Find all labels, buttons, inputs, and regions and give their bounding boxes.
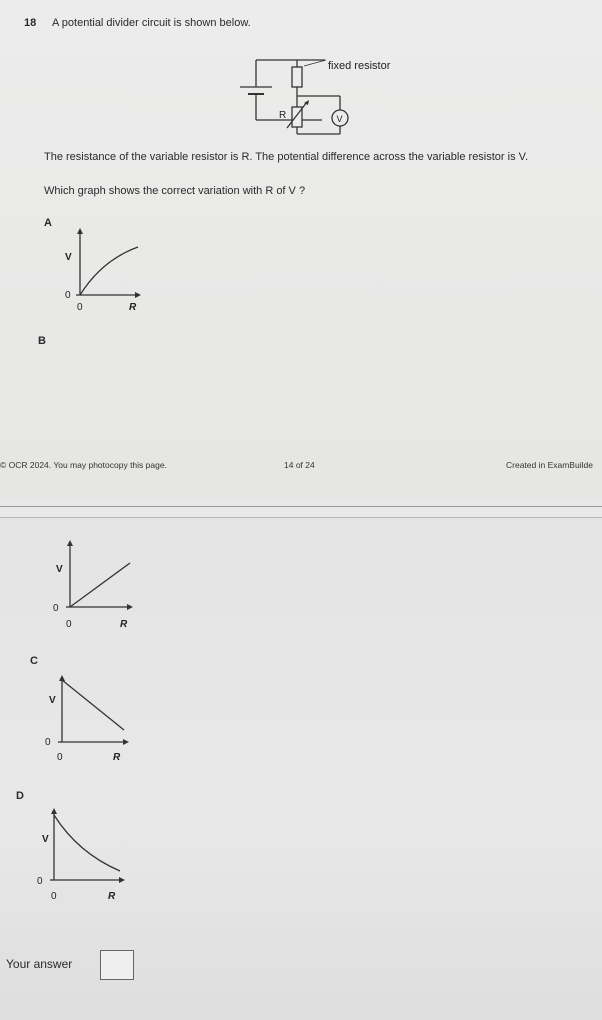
graph-c-y-label: V — [49, 695, 56, 706]
graph-b-y-label: V — [56, 564, 63, 575]
footer-credit: Created in ExamBuilde — [506, 460, 593, 470]
option-a-letter: A — [44, 217, 52, 229]
graph-d-y-label: V — [42, 834, 49, 845]
graph-d-origin-y: 0 — [37, 876, 43, 887]
graph-c-origin-y: 0 — [45, 737, 51, 748]
page-break-line — [0, 517, 602, 518]
question-number: 18 — [24, 17, 37, 29]
graph-d-origin-x: 0 — [51, 891, 57, 902]
graph-a-origin-x: 0 — [77, 302, 83, 313]
voltmeter-label: V — [336, 114, 343, 124]
graph-a — [58, 225, 168, 320]
answer-box[interactable] — [100, 950, 134, 980]
graph-c-x-label: R — [113, 752, 121, 763]
graph-b-origin-x: 0 — [66, 619, 72, 630]
graph-a-y-label: V — [65, 252, 72, 263]
page-break-line — [0, 506, 602, 507]
circuit-diagram — [0, 50, 602, 190]
graph-b-curve — [70, 563, 130, 607]
graph-d-curve — [54, 815, 120, 871]
graph-b-x-label: R — [120, 619, 128, 630]
answer-label: Your answer — [6, 957, 73, 971]
graph-c — [40, 670, 150, 765]
question-statement: The resistance of the variable resistor is R. The potential difference across the variable resistor is V. — [44, 151, 529, 163]
graph-d-x-label: R — [108, 891, 116, 902]
question-intro: A potential divider circuit is shown below. — [52, 17, 251, 29]
footer-page: 14 of 24 — [284, 460, 315, 470]
graph-c-origin-x: 0 — [57, 752, 63, 763]
option-c-letter: C — [30, 655, 38, 667]
graph-b-origin-y: 0 — [53, 603, 59, 614]
graph-d — [32, 803, 142, 903]
option-b-letter: B — [38, 335, 46, 347]
graph-b — [48, 535, 158, 630]
question-prompt: Which graph shows the correct variation with R of V ? — [44, 185, 306, 197]
graph-a-x-label: R — [129, 302, 137, 313]
footer-copyright: © OCR 2024. You may photocopy this page. — [0, 460, 167, 470]
graph-a-origin-y: 0 — [65, 290, 71, 301]
option-d-letter: D — [16, 790, 24, 802]
variable-resistor-label: R — [279, 110, 287, 121]
fixed-resistor-label: fixed resistor — [328, 60, 391, 72]
graph-a-curve — [80, 247, 138, 295]
graph-c-curve — [62, 680, 124, 730]
